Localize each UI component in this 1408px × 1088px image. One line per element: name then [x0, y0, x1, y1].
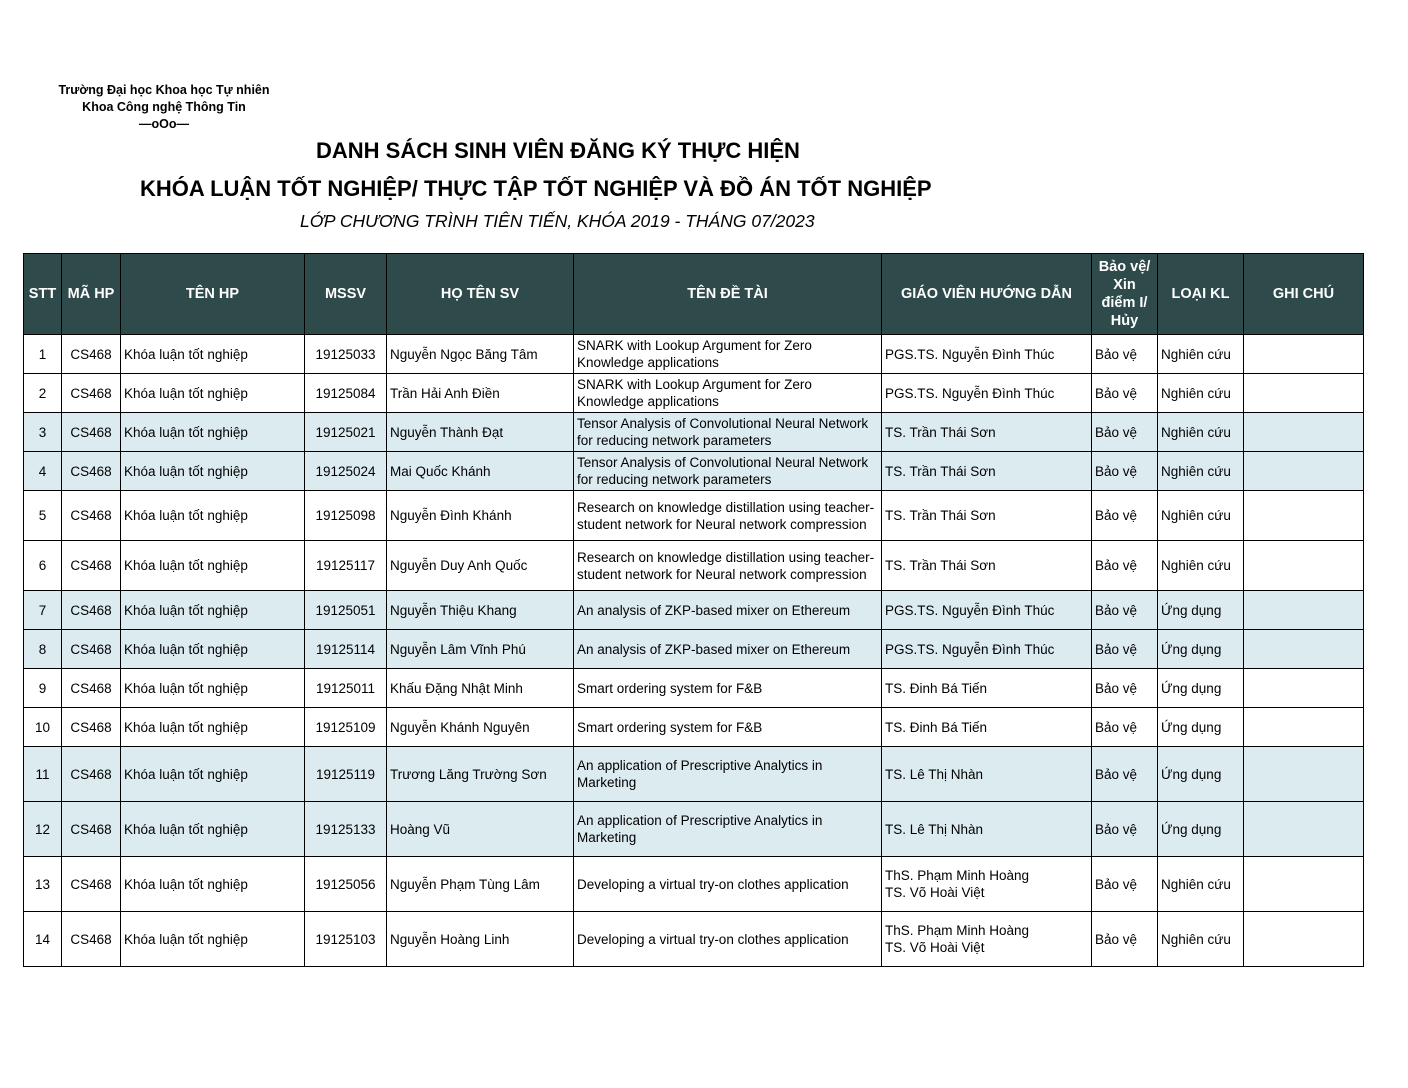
cell-de-tai: An analysis of ZKP-based mixer on Ethereum — [574, 591, 882, 630]
cell-loai-kl: Ứng dụng — [1158, 630, 1244, 669]
cell-ma-hp: CS468 — [62, 669, 121, 708]
col-header-ma-hp: MÃ HP — [62, 254, 121, 335]
cell-gvhd: PGS.TS. Nguyễn Đình Thúc — [882, 374, 1092, 413]
cell-ho-ten: Nguyễn Khánh Nguyên — [387, 708, 574, 747]
cell-ma-hp: CS468 — [62, 857, 121, 912]
cell-trang-thai: Bảo vệ — [1092, 747, 1158, 802]
cell-trang-thai: Bảo vệ — [1092, 912, 1158, 967]
cell-de-tai: Developing a virtual try-on clothes application — [574, 857, 882, 912]
cell-ten-hp: Khóa luận tốt nghiệp — [121, 413, 305, 452]
col-header-loai-kl: LOẠI KL — [1158, 254, 1244, 335]
cell-ho-ten: Nguyễn Thiệu Khang — [387, 591, 574, 630]
table-row — [24, 591, 1364, 630]
cell-stt: 3 — [24, 413, 62, 452]
cell-ma-hp: CS468 — [62, 708, 121, 747]
cell-ghi-chu — [1244, 912, 1364, 967]
cell-ho-ten: Hoàng Vũ — [387, 802, 574, 857]
cell-trang-thai: Bảo vệ — [1092, 413, 1158, 452]
cell-mssv: 19125056 — [305, 857, 387, 912]
cell-ho-ten: Trương Lăng Trường Sơn — [387, 747, 574, 802]
cell-stt: 10 — [24, 708, 62, 747]
table-row — [24, 541, 1364, 591]
cell-ghi-chu — [1244, 374, 1364, 413]
cell-ten-hp: Khóa luận tốt nghiệp — [121, 452, 305, 491]
cell-stt: 12 — [24, 802, 62, 857]
cell-ho-ten: Nguyễn Ngọc Băng Tâm — [387, 335, 574, 374]
cell-loai-kl: Ứng dụng — [1158, 591, 1244, 630]
cell-ghi-chu — [1244, 541, 1364, 591]
page-subtitle: KHÓA LUẬN TỐT NGHIỆP/ THỰC TẬP TỐT NGHIỆP VÀ ĐỒ ÁN TỐT NGHIỆP — [140, 176, 932, 201]
cell-mssv: 19125084 — [305, 374, 387, 413]
cell-gvhd: TS. Trần Thái Sơn — [882, 413, 1092, 452]
cell-gvhd: TS. Lê Thị Nhàn — [882, 802, 1092, 857]
col-header-ho-ten: HỌ TÊN SV — [387, 254, 574, 335]
cell-de-tai: SNARK with Lookup Argument for Zero Knowledge applications — [574, 374, 882, 413]
cell-gvhd: PGS.TS. Nguyễn Đình Thúc — [882, 591, 1092, 630]
table-row — [24, 669, 1364, 708]
cell-ten-hp: Khóa luận tốt nghiệp — [121, 591, 305, 630]
cell-trang-thai: Bảo vệ — [1092, 669, 1158, 708]
cell-ghi-chu — [1244, 747, 1364, 802]
cell-ghi-chu — [1244, 669, 1364, 708]
cell-ma-hp: CS468 — [62, 452, 121, 491]
cell-ten-hp: Khóa luận tốt nghiệp — [121, 857, 305, 912]
table-header-row — [24, 254, 1364, 335]
col-header-de-tai: TÊN ĐỀ TÀI — [574, 254, 882, 335]
col-header-gvhd: GIÁO VIÊN HƯỚNG DẪN — [882, 254, 1092, 335]
cell-trang-thai: Bảo vệ — [1092, 541, 1158, 591]
table-row — [24, 708, 1364, 747]
cell-loai-kl: Nghiên cứu — [1158, 541, 1244, 591]
cell-trang-thai: Bảo vệ — [1092, 802, 1158, 857]
cell-loai-kl: Nghiên cứu — [1158, 413, 1244, 452]
cell-stt: 7 — [24, 591, 62, 630]
cell-gvhd: TS. Lê Thị Nhàn — [882, 747, 1092, 802]
cell-mssv: 19125024 — [305, 452, 387, 491]
cell-ten-hp: Khóa luận tốt nghiệp — [121, 669, 305, 708]
table-row — [24, 374, 1364, 413]
cell-ten-hp: Khóa luận tốt nghiệp — [121, 630, 305, 669]
cell-ma-hp: CS468 — [62, 491, 121, 541]
col-header-trang-thai: Bảo vệ/ Xin điểm I/ Hủy — [1092, 254, 1158, 335]
cell-loai-kl: Ứng dụng — [1158, 802, 1244, 857]
cell-ghi-chu — [1244, 630, 1364, 669]
cell-gvhd: TS. Trần Thái Sơn — [882, 452, 1092, 491]
page-title: DANH SÁCH SINH VIÊN ĐĂNG KÝ THỰC HIỆN — [316, 138, 800, 163]
student-registration-table — [23, 253, 1364, 967]
cell-ho-ten: Nguyễn Phạm Tùng Lâm — [387, 857, 574, 912]
cell-gvhd: PGS.TS. Nguyễn Đình Thúc — [882, 630, 1092, 669]
cell-mssv: 19125033 — [305, 335, 387, 374]
cell-mssv: 19125103 — [305, 912, 387, 967]
cell-ho-ten: Trần Hải Anh Điền — [387, 374, 574, 413]
table-row — [24, 802, 1364, 857]
faculty-name: Khoa Công nghệ Thông Tin — [82, 100, 246, 114]
cell-ma-hp: CS468 — [62, 912, 121, 967]
cell-de-tai: An application of Prescriptive Analytics in Marketing — [574, 802, 882, 857]
table-row — [24, 413, 1364, 452]
cell-loai-kl: Nghiên cứu — [1158, 912, 1244, 967]
cell-loai-kl: Nghiên cứu — [1158, 452, 1244, 491]
cell-de-tai: Smart ordering system for F&B — [574, 669, 882, 708]
cell-ten-hp: Khóa luận tốt nghiệp — [121, 912, 305, 967]
table-row — [24, 747, 1364, 802]
cell-de-tai: Research on knowledge distillation using teacher-student network for Neural network compression — [574, 541, 882, 591]
cell-loai-kl: Nghiên cứu — [1158, 374, 1244, 413]
cell-stt: 5 — [24, 491, 62, 541]
cell-ten-hp: Khóa luận tốt nghiệp — [121, 541, 305, 591]
cell-ho-ten: Nguyễn Đình Khánh — [387, 491, 574, 541]
cell-ten-hp: Khóa luận tốt nghiệp — [121, 374, 305, 413]
cell-ma-hp: CS468 — [62, 413, 121, 452]
cell-stt: 4 — [24, 452, 62, 491]
cell-de-tai: Tensor Analysis of Convolutional Neural Network for reducing network parameters — [574, 413, 882, 452]
cell-mssv: 19125011 — [305, 669, 387, 708]
cell-ho-ten: Nguyễn Lâm Vĩnh Phú — [387, 630, 574, 669]
cell-stt: 9 — [24, 669, 62, 708]
cell-gvhd: PGS.TS. Nguyễn Đình Thúc — [882, 335, 1092, 374]
cell-mssv: 19125098 — [305, 491, 387, 541]
cell-mssv: 19125117 — [305, 541, 387, 591]
cell-stt: 11 — [24, 747, 62, 802]
cell-de-tai: Tensor Analysis of Convolutional Neural Network for reducing network parameters — [574, 452, 882, 491]
cell-stt: 14 — [24, 912, 62, 967]
cell-ma-hp: CS468 — [62, 541, 121, 591]
cell-ma-hp: CS468 — [62, 747, 121, 802]
cell-loai-kl: Ứng dụng — [1158, 708, 1244, 747]
table-row — [24, 857, 1364, 912]
cell-ho-ten: Khấu Đặng Nhật Minh — [387, 669, 574, 708]
cell-ten-hp: Khóa luận tốt nghiệp — [121, 802, 305, 857]
cell-trang-thai: Bảo vệ — [1092, 708, 1158, 747]
cell-trang-thai: Bảo vệ — [1092, 452, 1158, 491]
cell-ghi-chu — [1244, 452, 1364, 491]
class-cohort-line: LỚP CHƯƠNG TRÌNH TIÊN TIẾN, KHÓA 2019 - THÁNG 07/2023 — [300, 211, 815, 231]
cell-ma-hp: CS468 — [62, 591, 121, 630]
cell-de-tai: SNARK with Lookup Argument for Zero Knowledge applications — [574, 335, 882, 374]
table-row — [24, 491, 1364, 541]
table-row — [24, 335, 1364, 374]
cell-loai-kl: Nghiên cứu — [1158, 491, 1244, 541]
cell-de-tai: An analysis of ZKP-based mixer on Ethereum — [574, 630, 882, 669]
cell-ghi-chu — [1244, 335, 1364, 374]
cell-ghi-chu — [1244, 591, 1364, 630]
cell-trang-thai: Bảo vệ — [1092, 374, 1158, 413]
cell-ma-hp: CS468 — [62, 802, 121, 857]
cell-ma-hp: CS468 — [62, 374, 121, 413]
table-row — [24, 912, 1364, 967]
university-name: Trường Đại học Khoa học Tự nhiên — [58, 83, 270, 97]
cell-de-tai: Research on knowledge distillation using teacher-student network for Neural network compression — [574, 491, 882, 541]
cell-ten-hp: Khóa luận tốt nghiệp — [121, 335, 305, 374]
cell-gvhd: TS. Trần Thái Sơn — [882, 541, 1092, 591]
cell-de-tai: Smart ordering system for F&B — [574, 708, 882, 747]
cell-trang-thai: Bảo vệ — [1092, 630, 1158, 669]
cell-ho-ten: Nguyễn Duy Anh Quốc — [387, 541, 574, 591]
cell-mssv: 19125114 — [305, 630, 387, 669]
cell-trang-thai: Bảo vệ — [1092, 491, 1158, 541]
cell-mssv: 19125119 — [305, 747, 387, 802]
cell-gvhd: TS. Đinh Bá Tiến — [882, 669, 1092, 708]
cell-loai-kl: Nghiên cứu — [1158, 335, 1244, 374]
cell-mssv: 19125109 — [305, 708, 387, 747]
cell-loai-kl: Ứng dụng — [1158, 747, 1244, 802]
cell-ten-hp: Khóa luận tốt nghiệp — [121, 491, 305, 541]
cell-stt: 2 — [24, 374, 62, 413]
col-header-mssv: MSSV — [305, 254, 387, 335]
header-ornament: —oOo— — [139, 117, 189, 131]
cell-stt: 8 — [24, 630, 62, 669]
cell-loai-kl: Nghiên cứu — [1158, 857, 1244, 912]
cell-loai-kl: Ứng dụng — [1158, 669, 1244, 708]
col-header-ten-hp: TÊN HP — [121, 254, 305, 335]
cell-trang-thai: Bảo vệ — [1092, 335, 1158, 374]
cell-ma-hp: CS468 — [62, 335, 121, 374]
cell-ghi-chu — [1244, 491, 1364, 541]
cell-ghi-chu — [1244, 413, 1364, 452]
cell-mssv: 19125051 — [305, 591, 387, 630]
cell-gvhd: TS. Trần Thái Sơn — [882, 491, 1092, 541]
table-row — [24, 630, 1364, 669]
cell-ho-ten: Mai Quốc Khánh — [387, 452, 574, 491]
cell-ma-hp: CS468 — [62, 630, 121, 669]
cell-de-tai: An application of Prescriptive Analytics in Marketing — [574, 747, 882, 802]
document-header — [36, 82, 292, 133]
cell-ghi-chu — [1244, 857, 1364, 912]
cell-gvhd: ThS. Phạm Minh Hoàng TS. Võ Hoài Việt — [882, 857, 1092, 912]
col-header-ghi-chu: GHI CHÚ — [1244, 254, 1364, 335]
cell-ghi-chu — [1244, 708, 1364, 747]
cell-trang-thai: Bảo vệ — [1092, 591, 1158, 630]
cell-gvhd: ThS. Phạm Minh Hoàng TS. Võ Hoài Việt — [882, 912, 1092, 967]
cell-mssv: 19125133 — [305, 802, 387, 857]
cell-gvhd: TS. Đinh Bá Tiến — [882, 708, 1092, 747]
cell-stt: 6 — [24, 541, 62, 591]
cell-de-tai: Developing a virtual try-on clothes application — [574, 912, 882, 967]
cell-ho-ten: Nguyễn Hoàng Linh — [387, 912, 574, 967]
cell-stt: 1 — [24, 335, 62, 374]
cell-ho-ten: Nguyễn Thành Đạt — [387, 413, 574, 452]
cell-ten-hp: Khóa luận tốt nghiệp — [121, 747, 305, 802]
table-row — [24, 452, 1364, 491]
col-header-stt: STT — [24, 254, 62, 335]
cell-trang-thai: Bảo vệ — [1092, 857, 1158, 912]
cell-stt: 13 — [24, 857, 62, 912]
cell-ghi-chu — [1244, 802, 1364, 857]
cell-mssv: 19125021 — [305, 413, 387, 452]
cell-ten-hp: Khóa luận tốt nghiệp — [121, 708, 305, 747]
